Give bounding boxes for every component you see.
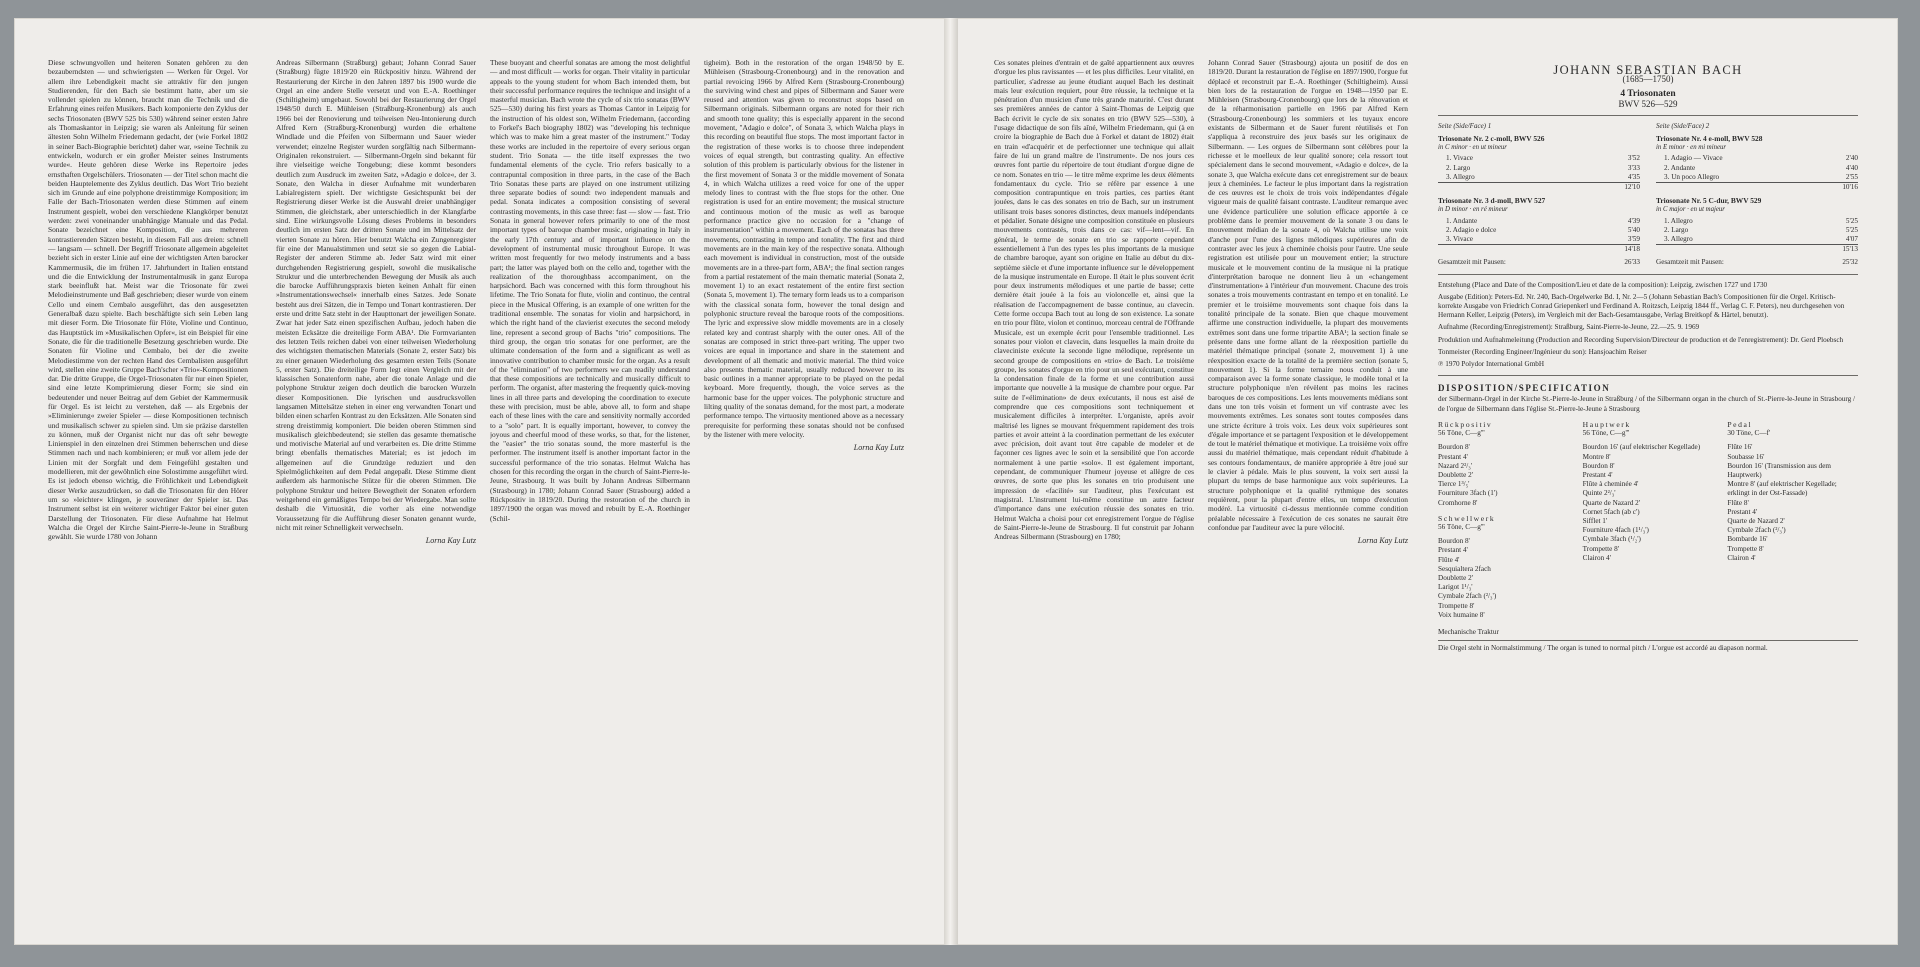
work-key: in D minor · en ré mineur	[1438, 206, 1508, 214]
movement-time: 5'25	[1845, 225, 1858, 234]
stop: Soubasse 16'	[1727, 452, 1765, 461]
stop: Bourdon 8'	[1438, 443, 1470, 452]
movement-name: 3. Un poco Allegro	[1664, 172, 1720, 181]
work-key: in C minor · en ut mineur	[1438, 144, 1507, 152]
track-info-panel	[1438, 63, 1858, 653]
stop: Nazard 2²/₃'	[1438, 461, 1473, 470]
side-2-label: Seite (Side/Face) 2	[1656, 121, 1710, 130]
stop: Clairon 4'	[1727, 553, 1756, 562]
movement-time: 5'40	[1627, 225, 1640, 234]
division-name: Schwellwerk	[1438, 513, 1496, 523]
stop: Bourdon 16' (Transmission aus dem Hauptwerk)	[1727, 461, 1831, 479]
stop: Montre 8'	[1582, 452, 1611, 461]
stop: Montre 8' (auf elektrischer Kegellade; erklingt in der Ost-Fassade)	[1727, 480, 1837, 498]
stop: Voix humaine 8'	[1438, 610, 1485, 619]
stop: Quarte de Nazard 2'	[1582, 498, 1641, 507]
stop: Fourniture 3fach (1')	[1438, 489, 1498, 498]
credit-copyright: ℗ 1970 Polydor International GmbH	[1438, 360, 1545, 369]
stop: Prestant 4'	[1582, 470, 1613, 479]
stop: Fourniture 4fach (1¹/₃')	[1582, 526, 1649, 535]
french-column-2	[1208, 58, 1408, 927]
movement	[1656, 154, 1858, 163]
movement-time: 2'40	[1845, 154, 1858, 163]
stop: Flûte 4'	[1438, 555, 1460, 564]
german-column-2	[276, 58, 476, 927]
stop: Flûte 8'	[1727, 498, 1749, 507]
movement-name: 2. Largo	[1446, 163, 1471, 172]
stop: Quarte de Nazard 2'	[1727, 516, 1785, 525]
album-title: 4 Triosonaten	[1620, 89, 1676, 100]
movement-time: 4'35	[1627, 172, 1640, 181]
movement-name: 1. Adagio — Vivace	[1664, 154, 1723, 163]
organ-stops	[1438, 420, 1858, 620]
movement-name: 3. Vivace	[1446, 235, 1473, 244]
stop: Cornet 5fach (ab c')	[1582, 507, 1640, 516]
work	[1438, 134, 1640, 192]
movement-name: 2. Andante	[1664, 163, 1696, 172]
divider	[1438, 115, 1858, 116]
stop: Cymbale 2fach (²/₃')	[1438, 592, 1497, 601]
stop: Bourdon 8'	[1438, 537, 1470, 546]
work-total: 14'18	[1438, 244, 1640, 254]
stop: Cromhorne 8'	[1438, 498, 1478, 507]
side-2-total	[1656, 258, 1858, 267]
work-key: in E minor · en mi mineur	[1656, 144, 1727, 152]
division-name: Rückpositiv	[1438, 419, 1493, 429]
side-1	[1438, 122, 1640, 268]
division-hauptwerk	[1583, 420, 1714, 620]
movement	[1438, 154, 1640, 163]
movement-name: 3. Allegro	[1664, 235, 1693, 244]
division-rueckpositiv-schwellwerk	[1438, 420, 1569, 620]
work-title: Triosonate Nr. 4 e-moll, BWV 528	[1656, 134, 1763, 144]
composer-dates: (1685—1750)	[1622, 74, 1674, 85]
credit-engineer: Tonmeister (Recording Engineer/Ingénieur du son): Hansjoachim Reiser	[1438, 347, 1647, 356]
side-2	[1656, 122, 1858, 268]
english-column-2	[704, 58, 904, 927]
side-1-label: Seite (Side/Face) 1	[1438, 121, 1492, 130]
divider	[1438, 274, 1858, 275]
movement-name: 1. Andante	[1446, 216, 1478, 225]
work-title: Triosonate Nr. 5 C-dur, BWV 529	[1656, 196, 1762, 206]
stop: Cymbale 3fach (¹/₂')	[1582, 535, 1641, 544]
tracklist	[1438, 122, 1858, 268]
movement-name: 3. Allegro	[1446, 172, 1475, 181]
action-type: Mechanische Traktur	[1438, 627, 1499, 636]
movement	[1656, 217, 1858, 226]
work-key: in C major · en ut majeur	[1656, 206, 1725, 214]
movement	[1438, 217, 1640, 226]
division-name: Hauptwerk	[1582, 419, 1631, 429]
stop: Trompette 8'	[1582, 544, 1620, 553]
movement-name: 1. Allegro	[1664, 216, 1693, 225]
work-title: Triosonate Nr. 2 c-moll, BWV 526	[1438, 134, 1545, 144]
disposition-heading: DISPOSITION/SPECIFICATION	[1438, 383, 1611, 394]
work-total: 12'10	[1438, 182, 1640, 192]
division-compass: 56 Töne, C—g'''	[1438, 522, 1485, 531]
movement	[1656, 235, 1858, 244]
total-time: 25'32	[1842, 258, 1858, 267]
divider	[1438, 640, 1858, 641]
stop: Tierce 1³/₅'	[1438, 480, 1470, 489]
stop: Doublette 2'	[1438, 470, 1474, 479]
stop: Trompette 8'	[1438, 601, 1475, 610]
album-header	[1438, 63, 1858, 109]
total-time: 26'33	[1624, 258, 1640, 267]
stop: Prestant 4'	[1727, 507, 1758, 516]
english-column-1	[490, 58, 690, 927]
work-total: 15'13	[1656, 244, 1858, 254]
movement-time: 4'39	[1627, 216, 1640, 225]
stop: Sifflet 1'	[1582, 516, 1608, 525]
division-compass: 56 Töne, C—g'''	[1438, 429, 1485, 438]
disposition-intro: der Silbermann-Orgel in der Kirche St.-Pierre-le-Jeune in Straßburg / of the Silbermann organ in the church of St.-Pierre-le-Jeune in Strasbourg / de l'orgue de Silbermann dans l'église St.-Pierre-le-Jeune à Strasbourg	[1438, 395, 1856, 413]
german-text-2: Andreas Silbermann (Straßburg) gebaut; Johann Conrad Sauer (Straßburg) fügte 1819/20 ein Rückpositiv hinzu. Während der Restaurierung der Kirche in den Jahren 1897 bis 1900 wurde die Orgel an eine andere Stelle versetzt und von E.-A. Roethinger (Schiltigheim) umgebaut. Sowohl bei der Restaurierung der Orgel 1948/50 durch E. Mühleisen (Straßburg-Kronenburg) als auch 1966 bei der Renovierung und teilweisen Neu-Intonierung durch Alfred Kern (Straßburg-Kronenburg) wurden die erhaltene Windlade und die Pfeifen von Silbermann und Sauer wieder verwendet; einzelne Register wurden sorgfältig nach Silbermann-Originalen rekonstruiert. — Silbermann-Orgeln sind bekannt für ihre vielseitige weiche Tongebung; diese kommt besonders deutlich zum Ausdruck im zweiten Satz, »Adagio e dolce«, der 3. Sonate, den Walcha in dieser Aufnahme mit wunderbaren Labialregistern spielt. Der wichtigste Gesichtspunkt bei der Registrierung dieser Werke ist die Auswahl dreier unabhängiger Stimmen, die gleichstark, aber unterschiedlich in der Klangfarbe sind. Eine wirkungsvolle Lösung dieses Problems in besonders deutlich im ersten Satz der dritten Sonate und im Mittelsatz der vierten Sonate zu hören. Hier benutzt Walcha ein Zungenregister für eine der Manualstimmen und setzt sie so gegen die Labial-Register der anderen Stimme ab. Jeder Satz wird mit einer durchgehenden Registrierung gespielt, sowohl die musikalische Struktur und die unterbrechenden Bewegung der Musik als auch die barocke Aufführungspraxis bieten keinen Anhalt für einen »Instrumentationswechsel« innerhalb eines Satzes. Jede Sonate besteht aus drei Sätzen, die in Tempo und Tonart kontrastieren. Der erste und dritte Satz steht in der Haupttonart der jeweiligen Sonate. Zwar hat jeder Satz einen spezifischen Aufbau, jedoch haben die meisten Ecksätze die dreiteilige Form ABA¹. Die Formvarianten des letzten Teils reichen dabei von einer teilweisen Wiederholung des wichtigsten thematischen Materials (Sonate 2, erster Satz) bis zu einer genauen Wiederholung des gesamten ersten Teils (Sonate 5, erster Satz). Die dreiteilige Form legt einen Vergleich mit der klassischen Sonatenform nahe, aber die tonale Anlage und die polyphone Struktur zeigen doch deutlich die barocken Wurzeln dieser Kompositionen. Die lyrischen und ausdrucksvollen langsamen Mittelsätze stehen in einer eng verwandten Tonart und bilden einen scharfen Kontrast zu den Ecksätzen. Alle Sonaten sind streng dreistimmig komponiert. Die beiden oberen Stimmen sind musikalisch gleichbedeutend; sie stellen das gesamte thematische und motivische Material auf und verarbeiten es. Die dritte Stimme bringt ebenfalls thematisches Material; es ist jedoch im allgemeinen auf die Grundzüge reduziert und den Spielmöglichkeiten auf dem Pedal angepaßt. Diese Stimme dient außerdem als harmonische Stütze für die oberen Stimmen. Die polyphone Struktur und heitere Bewegtheit der Sonaten erfordern weitgehend ein gemäßigtes Tempo bei der Wiedergabe. Man sollte deshalb die Virtuosität, die vorher als eine notwendige Voraussetzung für die Aufführung dieser Sonaten genannt wurde, nicht mit reiner Schnelligkeit verwechseln.	[276, 58, 476, 532]
movement	[1438, 226, 1640, 235]
divider	[1438, 375, 1858, 376]
movement-time: 4'07	[1845, 235, 1858, 244]
movement-name: 2. Largo	[1664, 225, 1689, 234]
credit-composition: Entstehung (Place and Date of the Composition/Lieu et date de la composition): Leipzig, zwischen 1727 und 1730	[1438, 280, 1768, 289]
total-label: Gesamtzeit mit Pausen:	[1656, 258, 1724, 267]
stop: Prestant 4'	[1438, 452, 1468, 461]
stop: Sesquialtera 2fach	[1438, 564, 1491, 573]
credits	[1438, 281, 1858, 370]
stop: Flûte à cheminée 4'	[1582, 480, 1639, 489]
work	[1438, 196, 1640, 254]
division-pedal	[1727, 420, 1858, 620]
french-signature: Lorna Kay Lutz	[1357, 536, 1408, 546]
movement	[1656, 164, 1858, 173]
work	[1656, 196, 1858, 254]
french-text-2: Johann Conrad Sauer (Strasbourg) ajouta un positif de dos en 1819/20. Durant la restauration de l'église en 1897/1900, l'orgue fut déplacé et reconstruit par E.-A. Roethinger (Schiltigheim). Aussi bien lors de la restauration de l'orgue en 1948—1950 par E. Mühleisen (Strasbourg-Cronenbourg) que lors de la rénovation et de la réharmonisation partielle en 1966 par Alfred Kern (Strasbourg-Cronenbourg) les sommiers et les tuyaux encore existants de Silbermann et de Sauer furent réutilisés et l'on s'appliqua à reconstruire des jeux basés sur les originaux de Silbermann. — Les orgues de Silbermann sont célèbres pour la richesse et le moelleux de leur qualité sonore; cela ressort tout spécialement dans le second mouvement, «Adagio e dolce», de la sonate 3, que Walcha exécute dans cet enregistrement sur de beaux jeux à cheminées. Le facteur le plus important dans la registration de ces œuvres est le choix de trois voix indépendantes d'égale vigueur mais de qualité faisant contraste. L'auditeur remarque avec une évidence particulière une solution efficace apportée à ce problème dans le premier mouvement de la sonate 3 ou dans le mouvement médian de la sonate 4, où Walcha utilise une voix d'anche pour l'une des lignes mélodiques supérieures afin de contraster avec les jeux à cheminée choisis pour l'autre. Une seule registration est utilisée pour un mouvement entier; la structure musicale et le mouvement continu de la musique ni la pratique d'interprétation baroque ne donnent lieu à un «changement d'instrumentation» à l'intérieur d'un mouvement. Chacune des trois sonates a trois mouvements contrastant en tempo et en tonalité. Le premier et le troisième mouvements sont chaque fois dans la tonalité principale de la sonate. Bien que chaque mouvement affirme une construction individuelle, la plupart des mouvements extrêmes sont dans une forme tripartite ABA¹; la section finale se présente dans une forme allant de la réexposition partielle du matériel thématique principal (sonate 2, mouvement 1) à une réexposition exacte de la totalité de la première section (sonate 5, mouvement 1). Si la forme ternaire nous conduit à une comparaison avec la forme sonate classique, le modèle tonal et la structure polyphonique n'en révèlent pas moins les racines baroques de ces compositions. Les lents mouvements médians sont dans une ton très voisin et forment un vif contraste avec les mouvements extrêmes. Les sonates sont toutes composées dans une stricte écriture à trois voix. Les deux voix supérieures sont d'égale importance et se partagent l'exposition et le développement de tout le matériel thématique et motivique. La troisième voix offre aussi du matériel thématique, mais cependant réduit d'habitude à ses contours fondamentaux, de manière appropriée à être joué sur le clavier à pédale. Mais le plus souvent, la voix sert aussi la plupart du temps de base harmonique aux voix supérieures. La structure polyphonique et la qualité rythmique des sonates requièrent, pour la plupart d'entre elles, un tempo d'exécution modéré. La virtuosité ci-dessus mentionnée comme condition préalable nécessaire à l'exécution de ces sonates ne saurait être confondue par l'auditeur avec la pure vélocité.	[1208, 58, 1408, 532]
stop: Doublette 2'	[1438, 573, 1474, 582]
division-compass: 30 Töne, C—f'	[1727, 429, 1771, 438]
work-title: Triosonate Nr. 3 d-moll, BWV 527	[1438, 196, 1546, 206]
tuning-note: Die Orgel steht in Normalstimmung / The organ is tuned to normal pitch / L'orgue est accordé au diapason normal.	[1438, 644, 1768, 653]
stop: Clairon 4'	[1582, 553, 1611, 562]
movement	[1656, 226, 1858, 235]
french-column-1	[994, 58, 1194, 927]
german-column-1	[48, 58, 248, 927]
movement	[1438, 235, 1640, 244]
movement-time: 3'33	[1627, 163, 1640, 172]
german-signature: Lorna Kay Lutz	[425, 536, 476, 546]
stop: Flûte 16'	[1727, 443, 1753, 452]
movement	[1438, 173, 1640, 182]
stop: Bourdon 16' (auf elektrischer Kegellade)	[1582, 443, 1701, 452]
movement-name: 1. Vivace	[1446, 154, 1473, 163]
stop: Cymbale 2fach (²/₃')	[1727, 526, 1786, 535]
total-label: Gesamtzeit mit Pausen:	[1438, 258, 1506, 267]
credit-edition: Ausgabe (Edition): Peters-Ed. Nr. 240, Bach-Orgelwerke Bd. I, Nr. 2—5 (Johann Sebastian Bach's Compositionen für die Orgel. Kritisch-korrekte Ausgabe von Friedrich Conrad Griepenkerl und Ferdinand A. Roitzsch, Leipzig 1844 ff., Verlag C. F. Peters), neu durchgesehen von Hermann Keller, Leipzig (Peters), im Vergleich mit der Bach-Gesamtausgabe, Verlag Breitkopf & Härtel, benutzt).	[1438, 292, 1845, 320]
credit-recording: Aufnahme (Recording/Enregistrement): Straßburg, Saint-Pierre-le-Jeune, 22.—25. 9. 1969	[1438, 323, 1700, 332]
stop: Quinte 2²/₃'	[1582, 489, 1616, 498]
stop: Bourdon 8'	[1582, 461, 1615, 470]
movement-name: 2. Adagio e dolce	[1446, 225, 1497, 234]
movement	[1656, 173, 1858, 182]
credit-production: Produktion und Aufnahmeleitung (Production and Recording Supervision/Directeur de production et de l'enregistrement): Dr. Gerd Ploebsch	[1438, 335, 1844, 344]
english-text-2: tigheim). Both in the restoration of the organ 1948/50 by E. Mühleisen (Strasbourg-Cronenbourg) and in the renovation and partial revoicing 1966 by Alfred Kern (Strasbourg-Cronenbourg) the surviving wind chest and pipes of Silbermann and Sauer were reused and attention was given to reconstruct stops based on Silbermann originals. Silbermann organs are noted for their rich and smooth tone quality; this is especially apparent in the second movement, "Adagio e dolce", of Sonata 3, which Walcha plays in this recording on beautiful flue stops. The most important factor in the registration of these works is to choose three independent voices of equal strength, but contrasting quality. An effective solution of this problem is particularly obvious for the listener in the first movement of Sonata 3 or the middle movement of Sonata 4, in which Walcha utilizes a reed voice for one of the upper melody lines to contrast with the flue stops for the other. One registration is used for an entire movement; the musical structure and continuous motion of the music as well as baroque performance practice give no occasion for a "change of instrumentation" within a movement. Each of the sonatas has three movements, contrasting in tempo and tonality. The first and third movements are in the main key of the respective sonata. Although each movement is individual in construction, most of the outside movements are in a three-part form, ABA¹; the final section ranges from a partial restatement of the main thematic material (Sonata 2, movement 1) to an exact restatement of the entire first section (Sonata 5, movement 1). The ternary form leads us to a comparison with the classical sonata form, however the tonal design and polyphonic structure reveal the baroque roots of the compositions. The lyric and expressive slow middle movements are in a closely related key and contrast sharply with the outer ones. All of the sonatas are composed in strict three-part writing. The upper two voices are equal in importance and share in the statement and development of all thematic and motivic material. The third voice also presents thematic material, usually reduced however to its basic outlines in a manner appropriate to be played on the pedal keyboard. More frequently, though, the voice serves as the harmonic base for the upper voices. The polyphonic structure and lilting quality of the sonatas demand, for the most part, a moderate performance tempo. The virtuosity mentioned above as a necessary prerequisite for performing these sonatas should not be confused by the listener with mere velocity.	[704, 58, 904, 439]
english-text-1: These buoyant and cheerful sonatas are among the most delightful — and most difficult — works for organ. Their vitality in particular appeals to the young student for whom Bach intended them, but their successful performance requires the technique and insight of a masterful musician. Bach wrote the cycle of six trio sonatas (BWV 525—530) during his first years as Thomas Cantor in Leipzig for the instruction of his oldest son, Wilhelm Friedemann, (according to Forkel's Bach biography 1802) was "developing his technique which was to make him a great master of the instrument." Today these works are included in the repertoire of every serious organ student. Trio Sonata — the title itself expresses the two fundamental elements of the cycle. Trio refers basically to a contrapuntal composition in three parts, in the case of the Bach Trio Sonatas these parts are played on one instrument utilizing three separate bodies of sound: two independent manuals and pedal. Sonata indicates a composition consisting of several contrasting movements, in this case three: fast — slow — fast. Trio Sonata in general however refers primarily to one of the most important types of baroque chamber music, originating in Italy in the early 17th century and of important influence on the development of instrumental music throughout Europe. It was written most frequently for two melody instruments and a bass part; the latter was played both on the cello and, together with the realization of the thoroughbass accompaniment, on the harpsichord. Bach was concerned with this form throughout his lifetime. The Trio Sonata for flute, violin and continuo, the central piece in the Musical Offering, is an example of one written for the traditional ensemble. The sonatas for violin and harpsichord, in which the right hand of the clavierist executes the second melody line, represent a second group of Bachs "trio" compositions. The third group, the organ trio sonatas for one performer, are the ultimate condensation of the form and a significant as well as innovative contribution to chamber music for the organ. As a result of the "elimination" of two performers we can readily understand that these compositions are technically and musically difficult to perform. The organist, after mastering the frequently quick-moving lines in all three parts and developing the coordination to execute these with precision, must be able, above all, to form and shape each of these lines with the care and sensitivity normally accorded to a "solo" part. It is equally important, however, to convey the joyous and cheerful mood of these works, so that, for the listener, the "easier" the trio sonatas sound, the more masterful is the performer. The instrument itself is another important factor in the successful performance of the trio sonatas. Helmut Walcha has chosen for this recording the organ in the church of Saint-Pierre-le-Jeune, Strasbourg. It was built by Johann Andreas Silbermann (Strasbourg) in 1780; Johann Conrad Sauer (Strasbourg) added a Rückpositiv in 1819/20. During the restoration of the church in 1897/1900 the organ was moved and rebuilt by E.-A. Roethinger (Schil-	[490, 58, 690, 523]
division-compass: 56 Töne, C—g'''	[1582, 429, 1630, 438]
movement-time: 3'52	[1627, 154, 1640, 163]
english-signature: Lorna Kay Lutz	[853, 443, 904, 453]
composer-name: JOHANN SEBASTIAN BACH	[1553, 63, 1743, 77]
division-name: Pedal	[1727, 419, 1753, 429]
movement-time: 3'59	[1627, 235, 1640, 244]
movement	[1438, 164, 1640, 173]
movement-time: 2'55	[1845, 172, 1858, 181]
stop: Trompette 8'	[1727, 544, 1764, 553]
stop: Larigot 1¹/₃'	[1438, 583, 1473, 592]
french-text-1: Ces sonates pleines d'entrain et de gaîté appartiennent aux œuvres d'orgue les plus ravissantes — et les plus difficiles. Leur vitalité, en particulier, s'adresse au jeune étudiant auquel Bach les destinait mais leur exécution requiert, pour être réussie, la technique et la pénétration d'un musicien d'une très grande maturité. C'est durant ses premières années de cantor à Saint-Thomas de Leipzig que Bach écrivit le cycle de six sonates en trio (BWV 525—530), à l'usage didactique de son fils aîné, Wilhelm Friedemann, qui (à en croire la biographie de Bach due à Forkel et datant de 1802) était en train «d'acquérir et de perfectionner une technique qui allait faire de lui un grand maître de l'instrument». De nos jours ces œuvres font partie du répertoire de tout étudiant d'orgue digne de ce nom. Sonates en trio — le titre même exprime les deux éléments fondamentaux du cycle. Trio se réfère par essence à une composition contrapuntique en trois parties, ces parties étant jouées, dans le cas des sonates en trio de Bach, sur un instrument utilisant trois bases sonores distinctes, deux manuels indépendants et pédalier. Sonate désigne une composition constituée en plusieurs mouvements contrastés, trois dans ce cas: vif—lent—vif. En général, le terme de sonate en trio se rapporte cependant essentiellement à l'un des types les plus importants de la musique de chambre baroque, ayant son origine en Italie au début du dix-septième siècle et d'une importante influence sur le développement de la musique instrumentale en Europe. Il était le plus souvent écrit pour deux instruments mélodiques et une partie de basse; cette dernière était jouée à la fois au violoncelle et, ainsi que la réalisation de l'accompagnement de basse continue, au clavecin. Cette forme occupa Bach tout au long de son existence. La sonate en trio pour flûte, violon et continuo, morceau central de l'Offrande Musicale, est un exemple écrit pour l'ensemble traditionnel. Les sonates pour violon et clavecin, dans lesquelles la main droite du claveciniste exécute la seconde ligne mélodique, représente un second groupe de compositions en «trio» de Bach. Le troisième groupe, les sonates d'orgue en trio pour un seul exécutant, constitue la condensation finale de la forme et une contribution aussi importante que nouvelle à la musique de chambre pour orgue. Par suite de l'«élimination» de deux exécutants, il nous est aisé de comprendre que ces compositions sont techniquement et musicalement difficiles à interpréter. L'organiste, après avoir maîtrisé les lignes se mouvant fréquemment rapidement des trois parties et avoir atteint à la coordination permettant de les exécuter avec précision, doit avant tout être capable de modeler et de façonner ces lignes avec le soin et la sensibilité que l'on accorde normalement à une partie «solo». Il est également important, cependant, de communiquer l'humeur joyeuse et allègre de ces œuvres, de sorte que plus les sonates en trio produisent une impression de «facilité» sur l'auditeur, plus l'exécutant est magistral. L'instrument lui-même constitue un autre facteur d'importance dans une exécution réussie des sonates en trio. Helmut Walcha a choisi pour cet enregistrement l'orgue de l'église de Saint-Pierre-le-Jeune de Strasbourg. Il fut construit par Johann Andreas Silbermann (Strasbourg) en 1780;	[994, 58, 1194, 542]
left-page-text	[14, 58, 950, 927]
movement-time: 5'25	[1845, 216, 1858, 225]
stop: Bombarde 16'	[1727, 535, 1768, 544]
side-1-total	[1438, 258, 1640, 267]
stop: Prestant 4'	[1438, 546, 1468, 555]
work	[1656, 134, 1858, 192]
movement-time: 4'40	[1845, 163, 1858, 172]
german-text-1: Diese schwungvollen und heiteren Sonaten gehören zu den bezauberndsten — und schwierigsten — Werken für Orgel. Vor allem ihre Lebendigkeit macht sie attraktiv für den jungen Studierenden, für den Bach sie bestimmt hatte, aber um sie vollendet spielen zu können, braucht man die Technik und die Erfahrung eines reifen Musikers. Bach komponierte den Zyklus der sechs Triosonaten (BWV 525 bis 530) während seiner ersten Jahre als Thomaskantor in Leipzig; sie waren als Anleitung für seinen ältesten Sohn Wilhelm Friedemann gedacht, der (wie Forkel 1802 in seiner Bach-Biographie berichtet) daher war, »seine Technik zu entwickeln, wodurch er ein großer Meister seines Instruments wurde«. Heute gehören diese Werke ins Repertoire jedes ernsthaften Orgelschülers. Triosonaten — der Titel schon macht die beiden Hauptelemente des Zyklus deutlich. Das Wort Trio bezieht sich im Grunde auf eine polyphone dreistimmige Komposition; im Falle der Bach-Triosonaten werden diese Stimmen auf einem Instrument gespielt, wobei den verschiedene Klangkörper benutzt werden: zwei voneinander unabhängige Manuale und das Pedal. Sonate bezeichnet eine Komposition, die aus mehreren kontrastierenden Sätzen besteht, in diesem Fall aus dreien: schnell — langsam — schnell. Der Begriff Triosonate allgemein abgeleitet bezieht sich in erster Linie auf eine der wichtigsten Arten barocker Kammermusik, die im frühen 17. Jahrhundert in Italien entstand und die die Entwicklung der Instrumentalmusik in ganz Europa stark beeinflußt hat. Meist war die Triosonate für zwei Melodieinstrumente und Baß geschrieben; dieser wurde von einem Cello und einem Cembalo ausgeführt, das den ausgesetzten Generalbaß dazu spielte. Bach beschäftigte sich sein Leben lang mit dieser Form. Die Triosonate für Flöte, Violine und Continuo, das Hauptstück im »Musikalischen Opfer«, ist ein Beispiel für eine Sonate, die für die traditionelle Besetzung geschrieben wurde. Die Sonaten für Violine und Cembalo, bei der die zweite Melodiestimme von der rechten Hand des Cembalisten ausgeführt wird, stellen eine zweite Gruppe Bach'scher »Trio«-Kompositionen dar. Die dritte Gruppe, die Orgel-Triosonaten für nur einen Spieler, sind eine letzte Komprimierung dieser Form; sie sind ein bedeutender und neuer Beitrag auf dem Gebiet der Kammermusik für Orgel. Es ist leicht zu verstehen, daß — als Ergebnis der »Eliminierung« zweier Spieler — diese Kompositionen technisch und musikalisch schwer zu spielen sind. Um sie präzise darstellen zu können, muß der Organist nicht nur das oft sehr bewegte Linienspiel in den einzelnen drei Stimmen beherrschen und diese Stimmen nach und nach kombinieren; er muß vor allem jede der Linien mit der Sorgfalt und dem Feingefühl gestalten und modellieren, mit der gewöhnlich eine Solostimme ausgeführt wird. Es ist jedoch ebenso wichtig, die Fröhlichkeit und Lebendigkeit dieser Werke auszudrücken, so daß die Triosonaten für den Hörer um so »leichter« klingen, je souveräner der Spieler ist. Das Instrument selbst ist ein weiterer wichtiger Faktor bei einer guten Darstellung der Triosonaten. Für diese Aufnahme hat Helmut Walcha die Orgel der Kirche Saint-Pierre-le-Jeune in Straßburg gewählt. Sie wurde 1780 von Johann	[48, 58, 248, 542]
work-total: 10'16	[1656, 182, 1858, 192]
album-bwv: BWV 526—529	[1618, 98, 1678, 109]
